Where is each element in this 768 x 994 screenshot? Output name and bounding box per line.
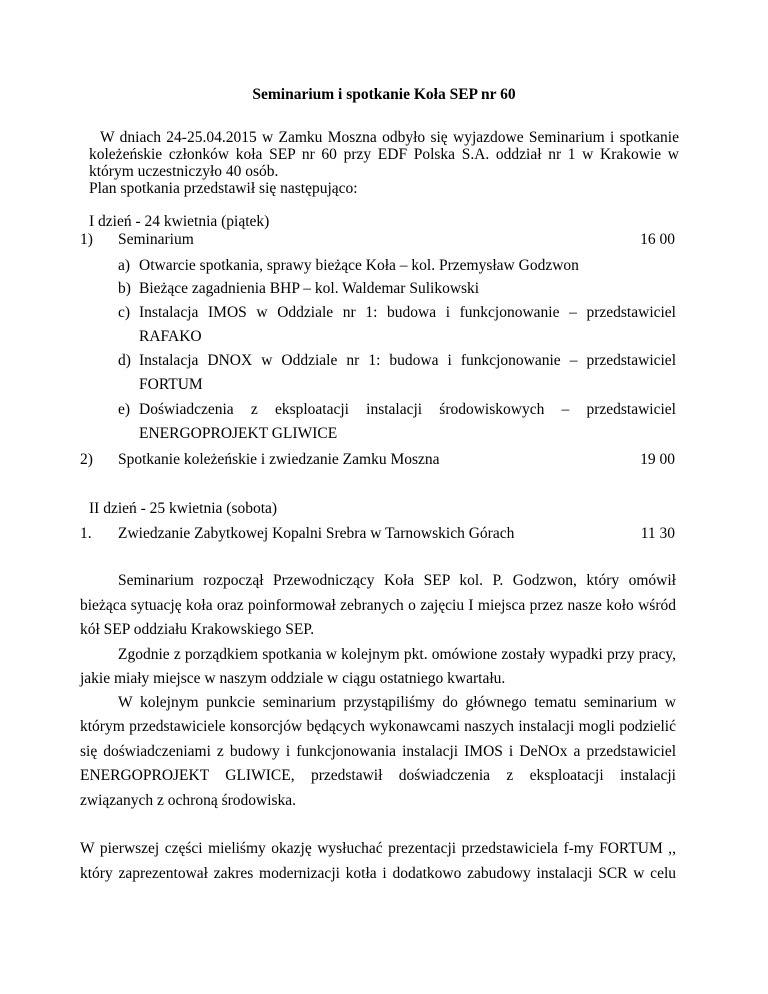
subitem-c-text: Instalacja IMOS w Oddziale nr 1: budowa i funkcjonowanie – przedstawiciel [139, 304, 676, 321]
body-p2-line1: Zgodnie z porządkiem spotkania w kolejnym pkt. omówione zostały wypadki przy pracy, [118, 646, 676, 663]
subitem-e-letter: e) [118, 401, 131, 418]
subitem-d-cont: FORTUM [139, 376, 203, 393]
body-p3-line4: ENERGOPROJEKT GLIWICE, przedstawił doświadczenia z eksploatacji instalacji [80, 767, 676, 784]
intro-line-2: koleżeńskie członków koła SEP nr 60 przy EDF Polska S.A. oddział nr 1 w Krakowie w [89, 146, 679, 163]
day2-item1-time: 11 30 [640, 525, 675, 542]
body-p4-line1: W pierwszej części mieliśmy okazję wysłuchać prezentacji przedstawiciela f-my FORTUM ,, [80, 840, 676, 857]
body-p1-line1: Seminarium rozpoczął Przewodniczący Koła SEP kol. P. Godzwon, który omówił [118, 572, 676, 589]
body-p2-line2: jakie miały miejsce w naszym oddziale w ciągu ostatniego kwartału. [80, 670, 506, 687]
body-p3-line2: którym przedstawiciele konsorcjów będących wykonawcami naszych instalacji mogli podzielić [80, 718, 676, 735]
intro-line-3: którym uczestniczyło 40 osób. [89, 163, 279, 180]
subitem-b-letter: b) [118, 280, 131, 297]
subitem-c-cont: RAFAKO [139, 328, 202, 345]
day2-item1-label: Zwiedzanie Zabytkowej Kopalni Srebra w Tarnowskich Górach [118, 525, 515, 542]
day2-item1-number: 1. [80, 525, 92, 542]
day1-item2-label: Spotkanie koleżeńskie i zwiedzanie Zamku Moszna [118, 451, 440, 468]
subitem-d-text: Instalacja DNOX w Oddziale nr 1: budowa i funkcjonowanie – przedstawiciel [139, 352, 676, 369]
subitem-e-text: Doświadczenia z eksploatacji instalacji środowiskowych – przedstawiciel [139, 401, 676, 418]
body-p4-line2: który zaprezentował zakres modernizacji kotła i dodatkowo zabudowy instalacji SCR w celu [80, 865, 676, 882]
subitem-c-letter: c) [118, 304, 131, 321]
body-p3-line1: W kolejnym punkcie seminarium przystąpiliśmy do głównego tematu seminarium w [118, 694, 676, 711]
subitem-e-cont: ENERGOPROJEKT GLIWICE [139, 425, 338, 442]
intro-line-4: Plan spotkania przedstawił się następująco: [89, 180, 358, 197]
body-p1-line2: bieżąca sytuację koła oraz poinformował zebranych o zajęciu I miejsca przez nasze koło wśród [80, 597, 676, 614]
day1-item1-label: Seminarium [118, 231, 194, 248]
subitem-a-text: Otwarcie spotkania, sprawy bieżące Koła – kol. Przemysław Godzwon [139, 257, 579, 274]
body-p1-line3: kół SEP oddziału Krakowskiego SEP. [80, 621, 315, 638]
subitem-a-letter: a) [118, 257, 131, 274]
document-title: Seminarium i spotkanie Koła SEP nr 60 [252, 86, 516, 103]
day2-header: II dzień - 25 kwietnia (sobota) [89, 500, 278, 517]
subitem-d-letter: d) [118, 352, 131, 369]
day1-item1-number: 1) [80, 231, 93, 248]
body-p3-line5: związanych z ochroną środowiska. [80, 792, 297, 809]
day1-header: I dzień - 24 kwietnia (piątek) [89, 213, 270, 230]
day1-item1-time: 16 00 [640, 231, 675, 248]
day1-item2-time: 19 00 [640, 451, 675, 468]
intro-line-1: W dniach 24-25.04.2015 w Zamku Moszna odbyło się wyjazdowe Seminarium i spotkanie [100, 129, 679, 146]
subitem-b-text: Bieżące zagadnienia BHP – kol. Waldemar Sulikowski [139, 280, 480, 297]
body-p3-line3: się doświadczeniami z budowy i funkcjonowania instalacji IMOS i DeNOx a przedstawiciel [80, 743, 676, 760]
day1-item2-number: 2) [80, 451, 93, 468]
